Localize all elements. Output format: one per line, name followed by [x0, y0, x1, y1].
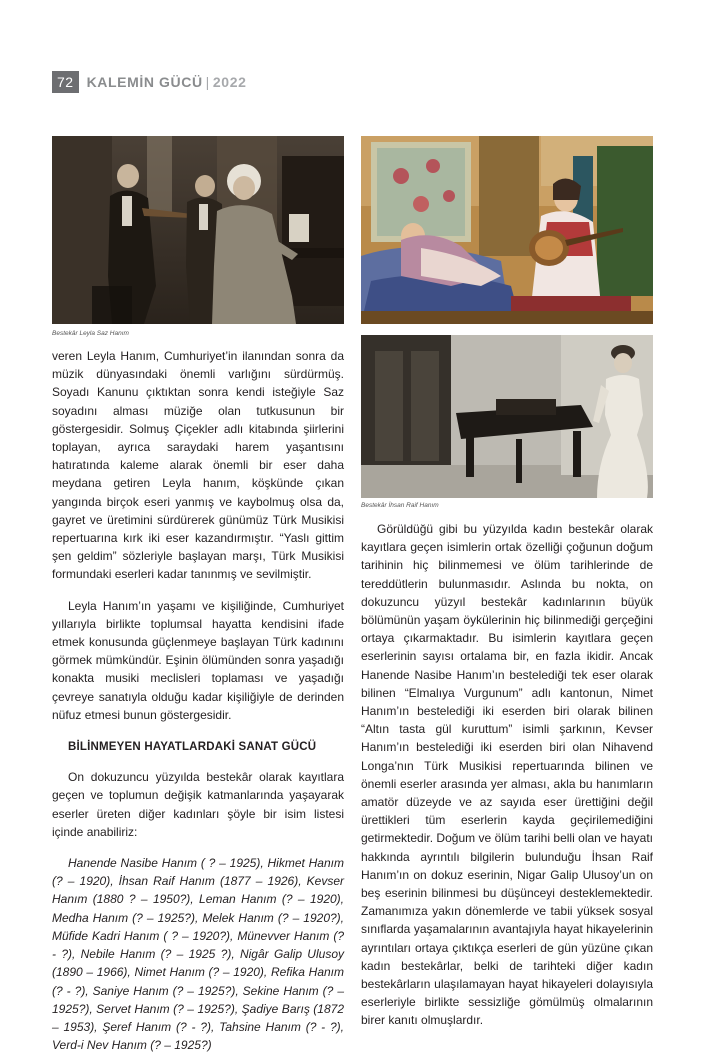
- photo-harem-painting: [361, 136, 653, 324]
- left-paragraph-2: Leyla Hanım’ın yaşamı ve kişiliğinde, Cumhuriyet yıllarıyla birlikte toplumsal hayatta kendisini ifade etmek konusunda güçlenmeye başlayan Türk kadınını görmek mümkündür. Eşinin ölümünden sonra yaşadığı konakta musiki meclisleri toplaması ve yaşadığı çevreye sanatıyla olduğu kadar kişiliğiyle de derinden nüfuz etmesi bunun göstergesidir.: [52, 598, 344, 722]
- page-header: [52, 71, 246, 93]
- right-paragraph-1: Görüldüğü gibi bu yüzyılda kadın bestekâr olarak kayıtlara geçen isimlerin ortak özelliği çoğunun doğum tarihinin hiç bilinmemesi ve ölüm tarihlerinde de tereddütlerin bulunmasıdır. Aslında bu nokta, on dokuzuncu yüzyıl bestekâr kadınlarının büyük bölümünün yaşam öykülerinin hiç bilinmediği gerçeğini ortaya çıkarmaktadır. Bu isimlerin kayıtlara geçen eserlerinin sayısı ortalama bir, en fazla ikidir. Ancak Hanende Nasibe Hanım’ın bestelediği tek eser olarak bilinen “Elmalıya Vurgunum” adlı kantonun, Nimet Hanım’ın bestelediği iki eserden biri olarak bilinen “Altın tasta gül kuruttum” isimli şarkının, Kevser Hanım’ın bestelediği iki eserden biri olan Nihavend Longa’nın Türk Musikisi repertuarında bilinen ve önemli eserler arasında yer alması, akla bu hanımların amatör düzeyde ve az sayıda eser ürettiğini değil ürettikleri tüm eserlerin kayda geçirilemediğini getirmektedir. Doğum ve ölüm tarihi belli olan ve hayatı hakkında ayrıntılı bilgilerin bulunduğu İhsan Raif Hanım’ın on dokuz eserinin, Nigar Galip Ulusoy’un on beş eserinin bilinmesi bu düşünceyi desteklemektedir. Zamanımıza yakın dönemlerde ve tabii yüksek sosyal sınıflarda yaşamalarının avantajıyla hayat hikayelerinin ayrıntıları ortaya çıktıkça eserleri de gün yüzüne çıkan kadın bestekârlar, belki de tarihteki diğer kadın bestekârların ulaşılamayan hayat hikayeleri dolayısıyla eserleriyle birlikte sessizliğe gömülmüş olmalarının birer kanıtı olmuşlardır.: [361, 522, 653, 1028]
- magazine-title: [87, 74, 247, 90]
- left-paragraph-1: veren Leyla Hanım, Cumhuriyet’in ilanından sonra da müzik dünyasındaki önemli varlığını sürdürmüş. Soyadı Kanunu çıktıktan sonra kendi isteğiyle Saz soyadını alması müziğe olan tutkusunun bir göstergesidir. Solmuş Çiçekler adlı kitabında şiirlerini toplayan, ayrıca saraydaki harem yaşantısını hatıratında kaleme alarak önemli bir eser daha meydana getiren Leyla hanım, köşkünde çıkan yangında birçok eseri yanmış ve kaybolmuş olsa da, gayret ve üretimini sürdürerek günümüz Türk Musikisi repertuarına kırk iki eser kazandırmıştır. “Yaslı gittim şen geldim” sözleriyle başlayan marşı, Türk Musikisi formundaki eserleri kadar tanınmış ve sevilmiştir.: [52, 349, 344, 582]
- magazine-year: 2022: [212, 74, 247, 90]
- composer-list: Hanende Nasibe Hanım ( ? – 1925), Hikmet Hanım (? – 1920), İhsan Raif Hanım (1877 – 1926), Kevser Hanım (1880 ? – 1950?), Leman Hanım (? – 1920), Medha Hanım (? – 1925?), Melek Hanım (? – 1920?), Müfide Kadri Hanım ( ? – 1920?), Münevver Hanım (? - ?), Nebile Hanım (? – 1925 ?), Nigâr Galip Ulusoy (1890 – 1966), Nimet Hanım (? – 1920), Refika Hanım (? - ?), Saniye Hanım (? – 1925?), Sekine Hanım (? – 1925?), Servet Hanım (? – 1925?), Şadiye Barış (1872 – 1953), Şeref Hanım (? - ?), Tahsine Hanım (? - ?), Verd-i Nev Hanım (? – 1925?): [52, 856, 344, 1053]
- photo-leyla-saz-caption: Bestekâr Leyla Saz Hanım: [52, 330, 129, 337]
- right-column: [361, 520, 653, 1030]
- section-heading: BİLİNMEYEN HAYATLARDAKİ SANAT GÜCÜ: [68, 741, 317, 754]
- photo-leyla-saz: [52, 136, 344, 324]
- photo-ihsan-raif-caption: Bestekâr İhsan Raif Hanım: [361, 502, 439, 509]
- left-paragraph-3: On dokuzuncu yüzyılda bestekâr olarak kayıtlara geçen ve toplumun değişik katmanlarında yaşayarak eserler üreten diğer kadınları şöyle bir isim listesi içinde anabiliriz:: [52, 770, 344, 839]
- title-separator: |: [205, 74, 210, 90]
- left-column: [52, 347, 344, 1054]
- magazine-name: KALEMİN GÜCÜ: [86, 74, 203, 90]
- page-number: 72: [52, 71, 79, 93]
- photo-ihsan-raif: [361, 335, 653, 498]
